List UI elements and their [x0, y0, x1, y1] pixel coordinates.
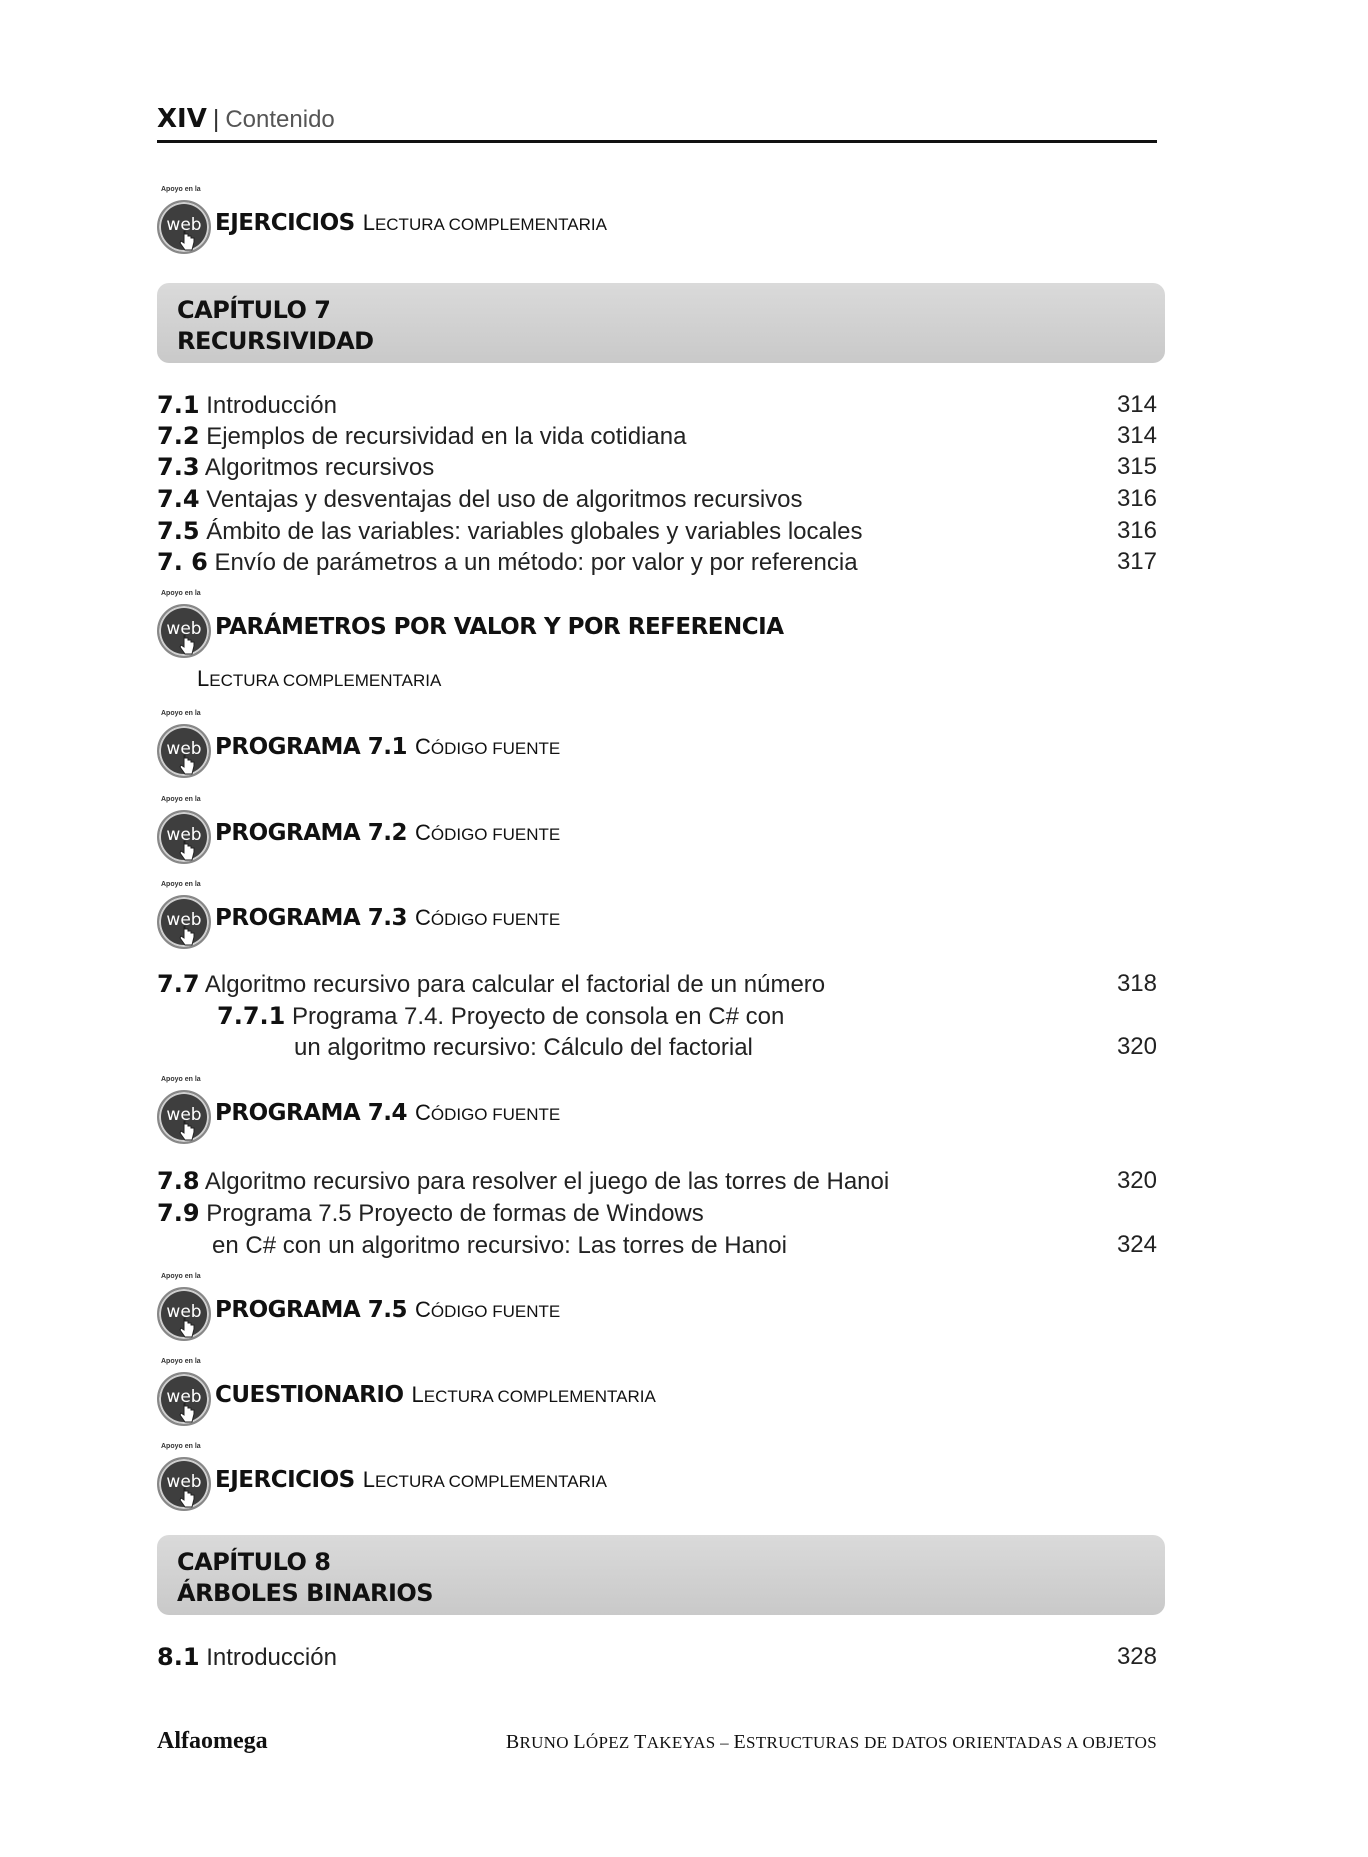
page-header [157, 104, 1157, 143]
badge-web-text: web [166, 215, 202, 235]
web-item-label: PROGRAMA 7.2 CÓDIGO FUENTE [215, 820, 561, 846]
web-item-label: PROGRAMA 7.3 CÓDIGO FUENTE [215, 905, 561, 931]
chapter-heading-8: CAPÍTULO 8 ÁRBOLES BINARIOS [157, 1535, 1165, 1615]
footer-book-credit: BRUNO LÓPEZ TAKEYAS – ESTRUCTURAS DE DATOS ORIENTADAS A OBJETOS [505, 1731, 1157, 1753]
web-support-icon: web [157, 1287, 211, 1341]
web-item-label: PROGRAMA 7.4 CÓDIGO FUENTE [215, 1100, 561, 1126]
toc-subentry[interactable]: 7.7.1 Programa 7.4. Proyecto de consola en C# con [217, 1002, 785, 1030]
web-item-label: CUESTIONARIO LECTURA COMPLEMENTARIA [215, 1382, 656, 1408]
pointer-hand-icon [179, 839, 195, 863]
page-number-roman: XIV [157, 104, 207, 134]
pointer-hand-icon [179, 229, 195, 253]
pointer-hand-icon [179, 633, 195, 657]
toc-entry[interactable]: 8.1 Introducción 328 [157, 1643, 1157, 1671]
header-section: Contenido [225, 106, 335, 133]
pointer-hand-icon [179, 1486, 195, 1510]
header-separator: | [212, 105, 220, 133]
pointer-hand-icon [179, 1119, 195, 1143]
web-support-icon: web [157, 604, 211, 658]
pointer-hand-icon [179, 753, 195, 777]
web-item-label: EJERCICIOS LECTURA COMPLEMENTARIA [215, 210, 607, 236]
toc-entry[interactable]: 7.4 Ventajas y desventajas del uso de algoritmos recursivos 316 [157, 485, 1157, 513]
publisher-name: Alfaomega [157, 1728, 268, 1754]
web-item-label: EJERCICIOS LECTURA COMPLEMENTARIA [215, 1467, 607, 1493]
web-support-icon: web [157, 895, 211, 949]
toc-entry[interactable]: 7.8 Algoritmo recursivo para resolver el juego de las torres de Hanoi 320 [157, 1167, 1157, 1195]
toc-entry[interactable]: 7.1 Introducción 314 [157, 391, 1157, 419]
toc-entry[interactable]: 7.3 Algoritmos recursivos 315 [157, 453, 1157, 481]
badge-caption: Apoyo en la [161, 186, 201, 193]
toc-entry[interactable]: 7.5 Ámbito de las variables: variables globales y variables locales 316 [157, 517, 1157, 545]
web-support-icon: web [157, 810, 211, 864]
toc-entry[interactable]: 7.7 Algoritmo recursivo para calcular el factorial de un número 318 [157, 970, 1157, 998]
toc-entry[interactable]: 7. 6 Envío de parámetros a un método: por valor y por referencia 317 [157, 548, 1157, 576]
toc-entry-continuation[interactable]: en C# con un algoritmo recursivo: Las torres de Hanoi 324 [212, 1231, 1157, 1259]
pointer-hand-icon [179, 1401, 195, 1425]
web-item-label: PROGRAMA 7.1 CÓDIGO FUENTE [215, 734, 561, 760]
web-support-icon: web [157, 1372, 211, 1426]
web-support-icon [157, 200, 211, 254]
web-support-icon: web [157, 724, 211, 778]
pointer-hand-icon [179, 924, 195, 948]
web-support-icon: web [157, 1090, 211, 1144]
toc-entry[interactable]: 7.9 Programa 7.5 Proyecto de formas de Windows [157, 1199, 704, 1227]
chapter-heading-7: CAPÍTULO 7 RECURSIVIDAD [157, 283, 1165, 363]
badge-caption: Apoyo en la [161, 590, 201, 597]
web-item-label: PROGRAMA 7.5 CÓDIGO FUENTE [215, 1297, 561, 1323]
web-support-icon: web [157, 1457, 211, 1511]
toc-subentry-continuation[interactable]: un algoritmo recursivo: Cálculo del factorial 320 [294, 1033, 1157, 1061]
toc-entry[interactable]: 7.2 Ejemplos de recursividad en la vida cotidiana 314 [157, 422, 1157, 450]
pointer-hand-icon [179, 1316, 195, 1340]
web-item-label: PARÁMETROS POR VALOR Y POR REFERENCIA [215, 614, 784, 640]
web-item-sublabel: LECTURA COMPLEMENTARIA [197, 666, 442, 691]
